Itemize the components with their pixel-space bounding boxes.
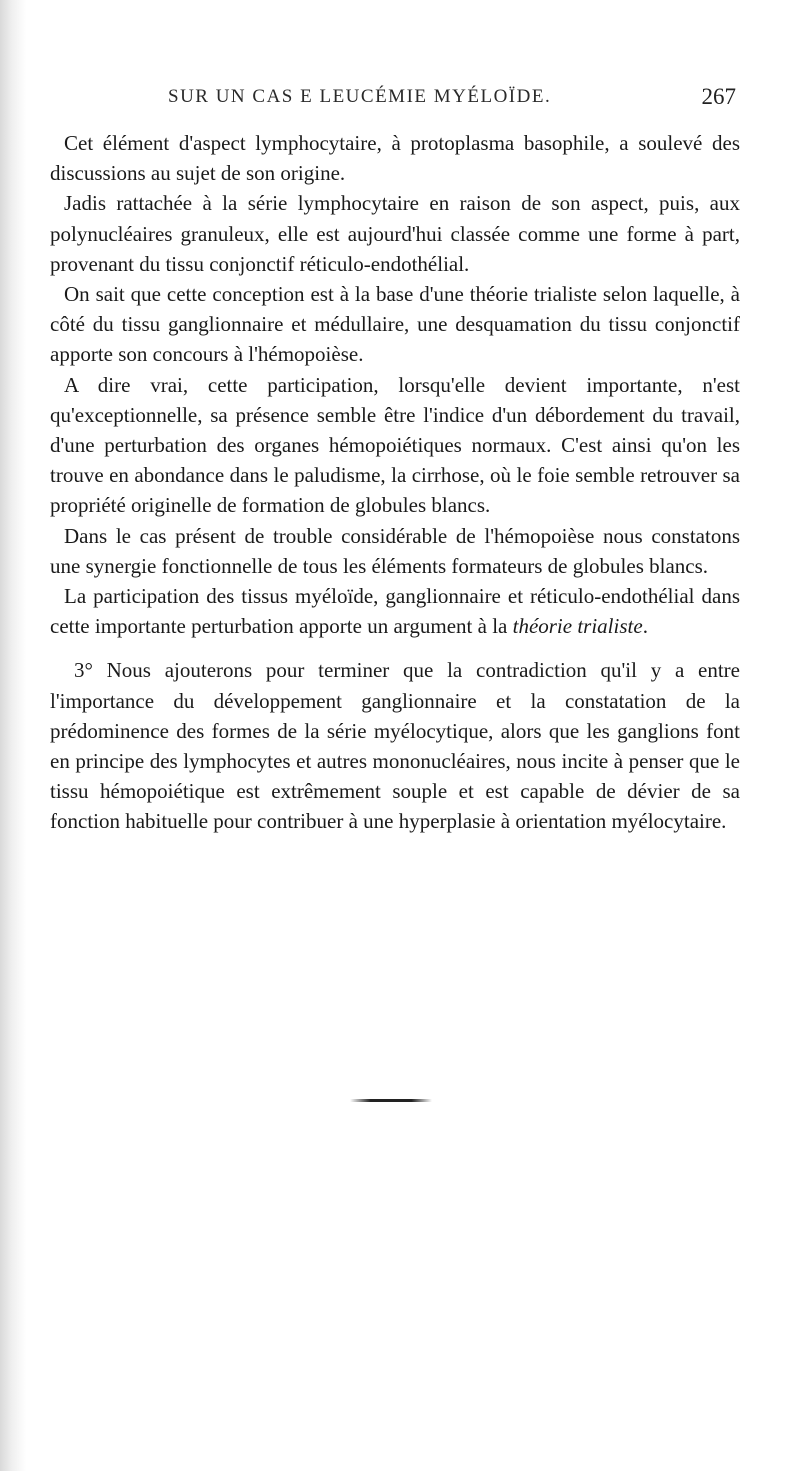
- closing-rule: [350, 1099, 432, 1102]
- emphasis-theorie-trialiste: théorie trialiste: [512, 614, 643, 639]
- page-header: [168, 86, 740, 116]
- paragraph-6-text: La participation des tissus myéloïde, ganglionnaire et réticulo-endothélial dans cette importante perturbation apporte un argument à la: [50, 584, 740, 639]
- paragraph-7-numbered: 3° Nous ajouterons pour terminer que la contradiction qu'il y a entre l'importance du développement ganglionnaire et la constatation de la prédominence des formes de la série myélocytique, alors que les ganglions font en principe des lymphocytes et autres mononucléaires, nous incite à penser que le tissu hémopoiétique est extrêmement souple et est capable de dévier de sa fonction habituelle pour contribuer à une hyperplasie à orientation myélocytaire.: [50, 658, 740, 834]
- paragraph-2: Jadis rattachée à la série lymphocytaire en raison de son aspect, puis, aux polynucléaires granuleux, elle est aujourd'hui classée comme une forme à part, provenant du tissu conjonctif réticulo-endothélial.: [50, 191, 740, 276]
- body-text: [50, 128, 740, 837]
- running-title: SUR UN CAS E LEUCÉMIE MYÉLOÏDE.: [168, 86, 552, 107]
- paragraph-6-end: .: [642, 614, 648, 639]
- paragraph-4: A dire vrai, cette participation, lorsqu'elle devient importante, n'est qu'exceptionnelle, sa présence semble être l'indice d'un débordement du travail, d'une perturbation des organes hémopoiétiques normaux. C'est ainsi qu'on les trouve en abondance dans le paludisme, la cirrhose, où le foie semble retrouver sa propriété originelle de formation de globules blancs.: [50, 372, 740, 518]
- paragraph-6: [50, 581, 740, 641]
- scan-binding-shadow: [0, 0, 26, 1471]
- paragraph-3: On sait que cette conception est à la base d'une théorie trialiste selon laquelle, à côté du tissu ganglionnaire et médullaire, une desquamation du tissu conjonctif apporte son concours à l'hémopoièse.: [50, 282, 740, 367]
- page-number: 267: [701, 84, 736, 109]
- paragraph-5: Dans le cas présent de trouble considérable de l'hémopoièse nous constatons une synergie fonctionnelle de tous les éléments formateurs de globules blancs.: [50, 523, 740, 578]
- paragraph-1: Cet élément d'aspect lymphocytaire, à protoplasma basophile, a soulevé des discussions au sujet de son origine.: [50, 131, 740, 186]
